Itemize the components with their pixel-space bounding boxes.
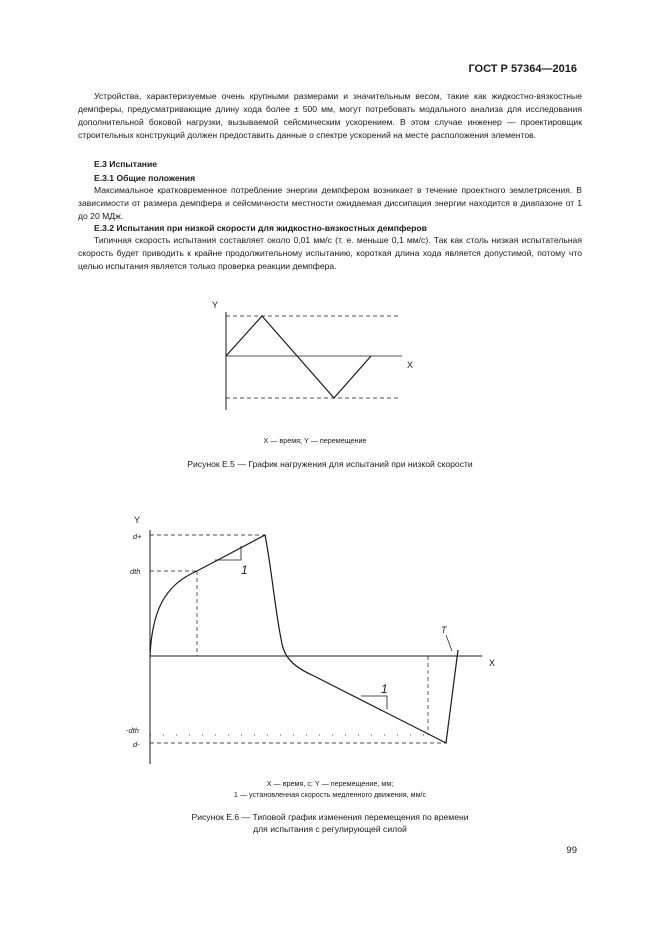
e5-loading-curve: [226, 316, 371, 398]
section-e32-title: Е.3.2 Испытания при низкой скорости для жидкостно-вязкостных демпферов: [94, 223, 427, 233]
figure-e6-legend-line2: 1 — установленная скорость медленного движения, мм/с: [233, 790, 427, 799]
figure-e5-caption: Рисунок Е.5 — График нагружения для испытаний при низкой скорости: [187, 459, 473, 469]
section-e31-title: Е.3.1 Общие положения: [94, 173, 196, 183]
e5-y-label: Y: [212, 300, 219, 310]
figure-e6-legend-line1: X — время, с; Y — перемещение, мм;: [266, 779, 394, 788]
e6-x-label: X: [489, 658, 496, 668]
e6-slope-marker-upper: 1: [241, 563, 248, 577]
e6-t-label: T: [441, 625, 447, 635]
e6-d-plus-label: d+: [133, 532, 142, 541]
e6-t-pointer: [446, 635, 452, 651]
document-header: ГОСТ Р 57364—2016: [468, 63, 577, 75]
figure-e5: [212, 300, 413, 410]
e6-d-minus-label: d-: [133, 740, 140, 749]
section-e31-text: Максимальное кратковременное потребление энергии демпфером возникает в течение проектного землетрясения. В зависимости от размера демпфера и сейсмичности местности ожидаемая диссипация энергии находится в диапазоне от 1 до 20 МДж.: [78, 185, 582, 222]
e6-slope-marker-lower: 1: [381, 682, 388, 696]
section-e32-text: Типичная скорость испытания составляет около 0,01 мм/с (т. е. меньше 0,1 мм/с). Так как столь низкая испытательная скорость будет приводить к крайне продолжительному испытанию, короткая длина хода является допустимой, потому что целью испытания является только проверка реакции демпфера.: [78, 235, 582, 272]
figure-e6-caption-line1: Рисунок Е.6 — Типовой график изменения перемещения по времени: [191, 812, 469, 822]
e5-x-label: X: [407, 360, 414, 370]
figure-e6-caption-line2: для испытания с регулирующей силой: [253, 824, 407, 834]
figure-e5-legend: X — время; Y — перемещение: [263, 436, 367, 445]
e6-neg-d-th-label: -dth: [126, 726, 139, 735]
e6-y-label: Y: [134, 515, 141, 525]
e6-slope-triangle-upper: [215, 546, 241, 560]
section-e3-title: Е.3 Испытание: [94, 159, 158, 169]
page-number: 99: [566, 845, 577, 856]
figure-e6: [126, 515, 495, 764]
intro-text: Устройства, характеризуемые очень крупными размерами и значительным весом, такие как жидкостно-вязкостные демпферы, предусматривающие длину хода более ± 500 мм, могут потребовать модального анализа для исследования дополнительной боковой нагрузки, вызываемой сейсмическим ускорением. В этом случае инженер — проектировщик строительных конструкций должен предоставить данные о спектре ускорений на месте расположения элементов.: [78, 91, 582, 141]
e6-d-th-label: dth: [130, 567, 141, 576]
e6-displacement-curve: [150, 535, 458, 743]
